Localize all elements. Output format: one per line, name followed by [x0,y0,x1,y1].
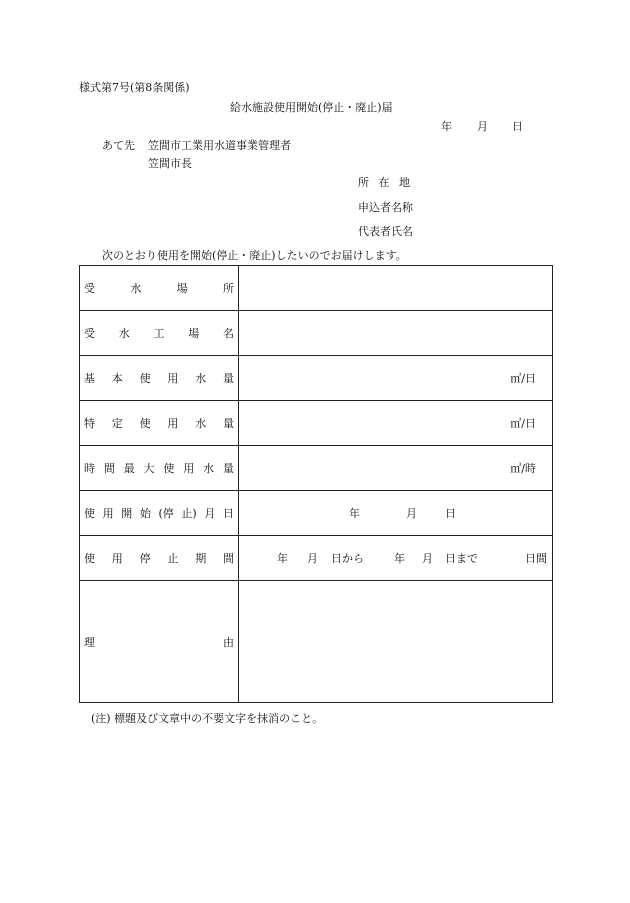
table-row [80,311,553,356]
period-to-year: 年 [394,552,405,565]
max-hourly-usage-field[interactable] [239,446,553,491]
period-from-day: 日から [331,552,364,565]
date-year-label: 年 [441,120,452,133]
row-label: 使 用 停 止 期 間 [80,536,239,581]
table-row [80,356,553,401]
row-label: 受 水 工 場 名 [80,311,239,356]
representative-label: 代表者氏名 [358,225,413,238]
unit-label: ㎥/日 [510,417,536,430]
application-table [79,265,553,703]
period-from-year: 年 [277,552,288,565]
addressee-line2: 笠間市長 [148,157,192,170]
specific-usage-field[interactable] [239,401,553,446]
row-label: 理 由 [80,581,239,703]
suspension-period-field[interactable] [239,536,553,581]
row-label: 特 定 使 用 水 量 [80,401,239,446]
receiving-location-field[interactable] [239,266,553,311]
date-month-label: 月 [477,120,488,133]
form-number: 様式第7号(第8条関係) [79,81,190,94]
period-to-month: 月 [422,552,433,565]
table-row [80,401,553,446]
table-row [80,536,553,581]
table-row [80,491,553,536]
addressee-prefix: あて先 [102,139,135,152]
table-row [80,266,553,311]
unit-label: ㎥/時 [510,462,536,475]
address-label: 所 在 地 [358,176,413,189]
reason-field[interactable] [239,581,553,703]
row-label: 基 本 使 用 水 量 [80,356,239,401]
applicant-name-label: 申込者名称 [358,201,413,214]
form-title: 給水施設使用開始(停止・廃止)届 [230,101,393,114]
start-date-field[interactable] [239,491,553,536]
row-label: 時 間 最 大 使 用 水 量 [80,446,239,491]
basic-usage-field[interactable] [239,356,553,401]
unit-label: ㎥/日 [510,372,536,385]
row-label: 使 用 開 始 (停 止) 月 日 [80,491,239,536]
addressee-line1: 笠間市工業用水道事業管理者 [148,139,291,152]
period-from-month: 月 [307,552,318,565]
start-day-label: 日 [445,507,456,520]
date-day-label: 日 [512,120,523,133]
table-row [80,581,553,703]
table-row [80,446,553,491]
start-month-label: 月 [406,507,417,520]
start-year-label: 年 [349,507,360,520]
footnote: (注) 標題及び文章中の不要文字を抹消のこと。 [91,712,324,725]
intro-text: 次のとおり使用を開始(停止・廃止)したいのでお届けします。 [102,249,407,262]
period-to-day: 日まで [445,552,478,565]
receiving-factory-field[interactable] [239,311,553,356]
period-days: 日間 [525,552,547,565]
row-label: 受 水 場 所 [80,266,239,311]
